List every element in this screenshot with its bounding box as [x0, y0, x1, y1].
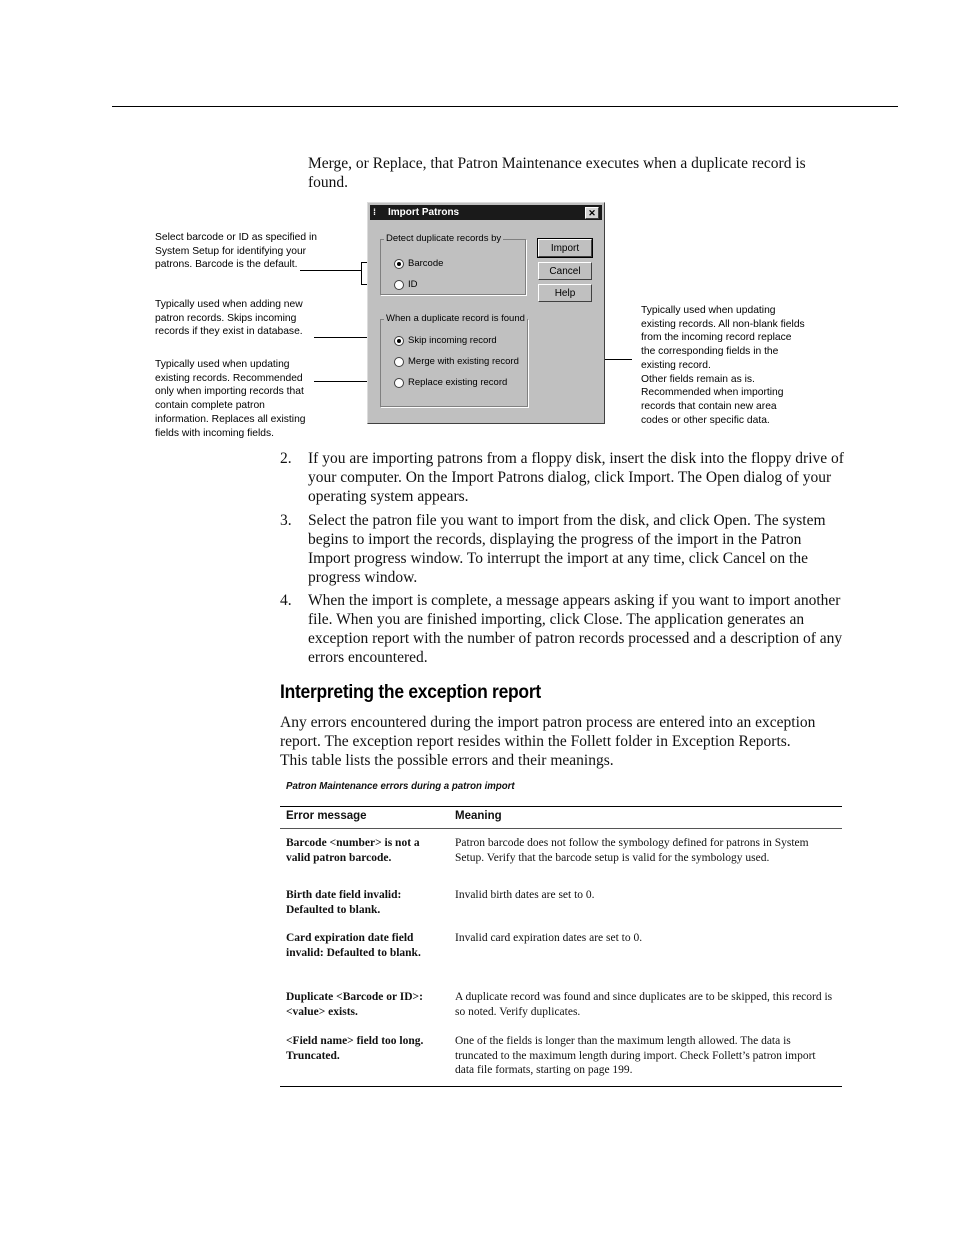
section-body: Any errors encountered during the import patron process are entered into an exception report. The exception report resides within the Follett folder in Exception Reports. This table lists the possible errors and their meanings.	[280, 714, 816, 769]
errors-table	[280, 806, 842, 1087]
dialog-titlebar	[370, 205, 602, 220]
meaning-cell: Invalid birth dates are set to 0.	[455, 889, 595, 901]
step-text: When the import is complete, a message appears asking if you want to import another file. When you are finished importing, click Close. The application generates an exception report with the number of patron records processed and a description of any errors encountered.	[308, 592, 843, 666]
help-button[interactable]: Help	[538, 284, 592, 302]
meaning-cell: One of the fields is longer than the maximum length allowed. The data is truncated to the maximum length during import. Check Follett’s patron import data file formats, starting on page 199.	[449, 1034, 842, 1087]
leader-barcode-id-bracket	[361, 262, 362, 284]
step-number: 4.	[280, 592, 292, 609]
table-row	[280, 829, 842, 889]
table-row	[280, 888, 842, 931]
callout-barcode-id: Select barcode or ID as specified in System Setup for identifying your patrons. Barcode is the default.	[155, 232, 317, 271]
step-text: If you are importing patrons from a floppy disk, insert the disk into the floppy drive of your computer. On the Import Patrons dialog, click Import. The Open dialog of your operating system appears.	[308, 450, 844, 505]
barcode-radio[interactable]	[394, 259, 404, 269]
id-radio-label[interactable]: ID	[408, 279, 418, 290]
app-icon: ⁞	[373, 207, 376, 217]
meaning-cell: Invalid card expiration dates are set to 0.	[455, 932, 643, 944]
header-rule	[112, 106, 898, 107]
meaning-cell: A duplicate record was found and since duplicates are to be skipped, this record is so noted. Verify duplicates.	[455, 991, 833, 1018]
step-number: 2.	[280, 450, 292, 467]
import-patrons-dialog	[367, 202, 605, 424]
detect-group-label: Detect duplicate records by	[386, 233, 502, 244]
table-row	[280, 1034, 842, 1087]
skip-radio-label[interactable]: Skip incoming record	[408, 335, 497, 346]
cancel-button[interactable]: Cancel	[538, 262, 592, 280]
dialog-title: Import Patrons	[388, 207, 460, 218]
skip-radio[interactable]	[394, 336, 404, 346]
table-caption: Patron Maintenance errors during a patron import	[286, 780, 515, 792]
table-row	[280, 990, 842, 1034]
error-message-cell: Birth date field invalid: Defaulted to blank.	[286, 889, 402, 916]
callout-replace: Typically used when updating existing records. Recommended only when importing records that contain complete patron information. Replaces all existing fields with incoming fields.	[155, 359, 306, 439]
section-heading: Interpreting the exception report	[280, 682, 541, 703]
intro-paragraph: Merge, or Replace, that Patron Maintenance executes when a duplicate record is found.	[308, 155, 806, 191]
step-text: Select the patron file you want to import from the disk, and click Open. The system begins to import the records, displaying the progress of the import in the Patron Import progress window. To interrupt the import at any time, click Cancel on the progress window.	[308, 512, 826, 586]
step-number: 3.	[280, 512, 292, 529]
error-message-cell: Card expiration date field invalid: Defaulted to blank.	[286, 932, 421, 959]
import-button[interactable]: Import	[538, 239, 592, 257]
error-message-cell: <Field name> field too long. Truncated.	[280, 1034, 449, 1087]
merge-radio-label[interactable]: Merge with existing record	[408, 356, 519, 367]
table-header-row	[280, 807, 842, 829]
table-row	[280, 931, 842, 990]
barcode-radio-label[interactable]: Barcode	[408, 258, 444, 269]
merge-radio[interactable]	[394, 357, 404, 367]
callout-merge: Typically used when updating existing records. All non-blank fields from the incoming record replace the corresponding fields in the existing record. Other fields remain as is. Recommended when importing records that contain new area codes or other specific data.	[641, 305, 805, 426]
column-header-error: Error message	[280, 807, 449, 829]
id-radio[interactable]	[394, 280, 404, 290]
error-message-cell: Barcode <number> is not a valid patron barcode.	[286, 837, 420, 864]
leader-barcode-id	[300, 270, 361, 271]
close-icon[interactable]: ✕	[585, 207, 599, 219]
replace-radio-label[interactable]: Replace existing record	[408, 377, 508, 388]
duplicate-group-label: When a duplicate record is found	[386, 313, 525, 324]
column-header-meaning: Meaning	[449, 807, 842, 829]
replace-radio[interactable]	[394, 378, 404, 388]
callout-skip: Typically used when adding new patron records. Skips incoming records if they exist in database.	[155, 299, 303, 338]
error-message-cell: Duplicate <Barcode or ID>: <value> exists.	[286, 991, 423, 1018]
meaning-cell: Patron barcode does not follow the symbology defined for patrons in System Setup. Verify that the barcode setup is valid for the symbology used.	[455, 837, 809, 864]
